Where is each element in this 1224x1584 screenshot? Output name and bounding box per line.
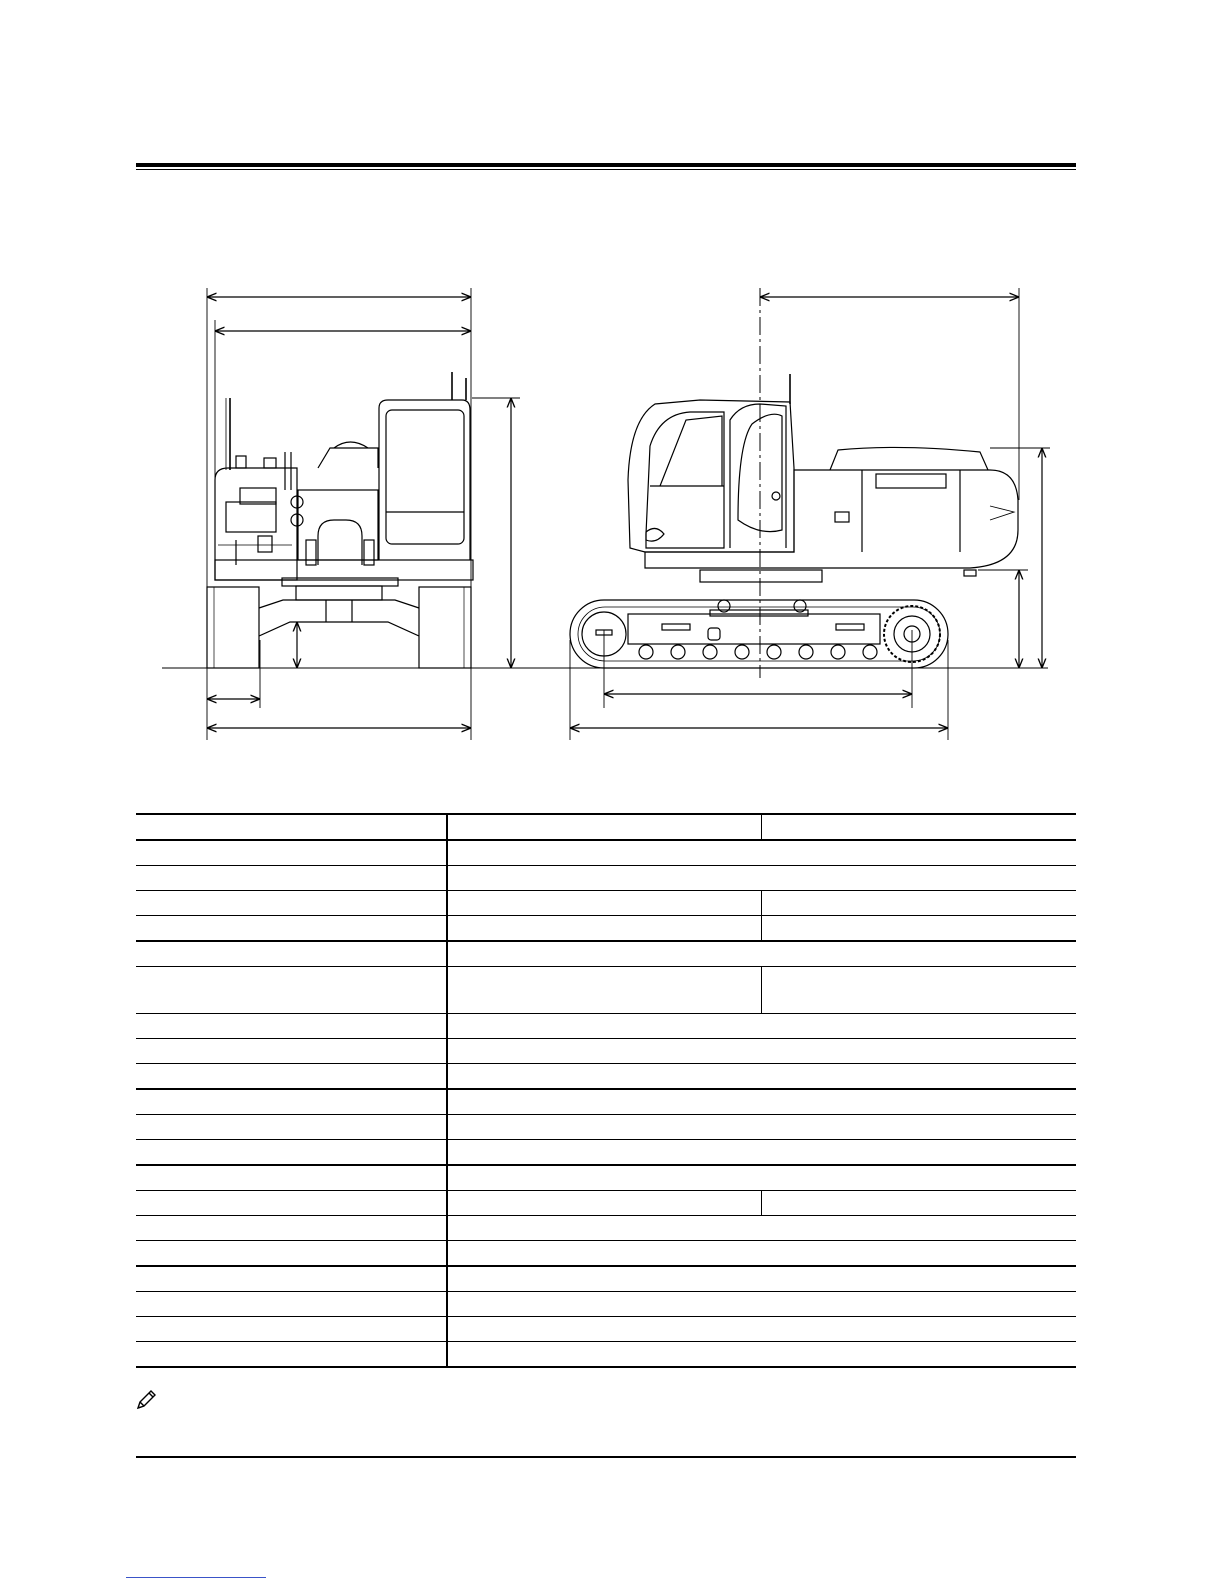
excavator-dimension-drawing — [0, 0, 1224, 760]
table-cell — [136, 866, 447, 891]
table-row — [136, 1241, 1076, 1267]
table-row — [136, 1039, 1076, 1064]
table-row — [136, 1317, 1076, 1342]
table-cell — [447, 1342, 1076, 1368]
table-cell — [762, 1191, 1077, 1216]
table-cell — [136, 941, 447, 967]
table-cell — [136, 916, 447, 942]
table-row — [136, 840, 1076, 866]
table-row — [136, 1064, 1076, 1090]
table-cell — [447, 1266, 1076, 1292]
table-cell — [136, 1191, 447, 1216]
table-cell — [447, 1216, 1076, 1241]
table-row — [136, 967, 1076, 1014]
table-cell — [136, 1089, 447, 1115]
table-cell — [136, 1216, 447, 1241]
table-row — [136, 1014, 1076, 1039]
table-cell — [136, 1317, 447, 1342]
table-row — [136, 1089, 1076, 1115]
table-header-row — [136, 814, 1076, 840]
table-cell — [762, 916, 1077, 942]
table-row — [136, 866, 1076, 891]
table-cell — [447, 1241, 1076, 1267]
table-cell — [762, 814, 1077, 840]
table-row — [136, 941, 1076, 967]
table-cell — [447, 1165, 1076, 1191]
table-cell — [136, 1342, 447, 1368]
table-cell — [136, 1039, 447, 1064]
table-cell — [136, 967, 447, 1014]
specification-table — [136, 813, 1076, 1368]
table-row — [136, 1292, 1076, 1317]
table-cell — [136, 1064, 447, 1090]
rear-view — [207, 288, 520, 740]
table-row — [136, 916, 1076, 942]
table-row — [136, 1266, 1076, 1292]
table-cell — [762, 967, 1077, 1014]
table-row — [136, 1191, 1076, 1216]
table-cell — [136, 814, 447, 840]
table-cell — [447, 1317, 1076, 1342]
table-row — [136, 1216, 1076, 1241]
table-cell — [447, 967, 762, 1014]
table-cell — [136, 1266, 447, 1292]
table-cell — [136, 840, 447, 866]
side-view — [570, 288, 1050, 740]
table-cell — [447, 1191, 762, 1216]
table-cell — [447, 866, 1076, 891]
table-cell — [136, 1140, 447, 1166]
table-cell — [447, 916, 762, 942]
table-cell — [136, 1014, 447, 1039]
table-row — [136, 1140, 1076, 1166]
table-cell — [762, 891, 1077, 916]
table-row — [136, 891, 1076, 916]
table-cell — [447, 1115, 1076, 1140]
table-cell — [136, 1241, 447, 1267]
table-row — [136, 1165, 1076, 1191]
footer-rule — [136, 1456, 1076, 1458]
table-cell — [136, 891, 447, 916]
table-cell — [136, 1165, 447, 1191]
pencil-icon — [134, 1388, 158, 1412]
table-cell — [447, 814, 762, 840]
table-cell — [447, 1014, 1076, 1039]
table-cell — [136, 1115, 447, 1140]
table-cell — [136, 1292, 447, 1317]
table-cell — [447, 1089, 1076, 1115]
table-cell — [447, 1064, 1076, 1090]
footer-link-underline[interactable] — [126, 1577, 266, 1578]
table-row — [136, 1115, 1076, 1140]
table-cell — [447, 840, 1076, 866]
table-cell — [447, 1140, 1076, 1166]
table-row — [136, 1342, 1076, 1368]
table-cell — [447, 1292, 1076, 1317]
table-cell — [447, 891, 762, 916]
table-cell — [447, 1039, 1076, 1064]
table-cell — [447, 941, 1076, 967]
